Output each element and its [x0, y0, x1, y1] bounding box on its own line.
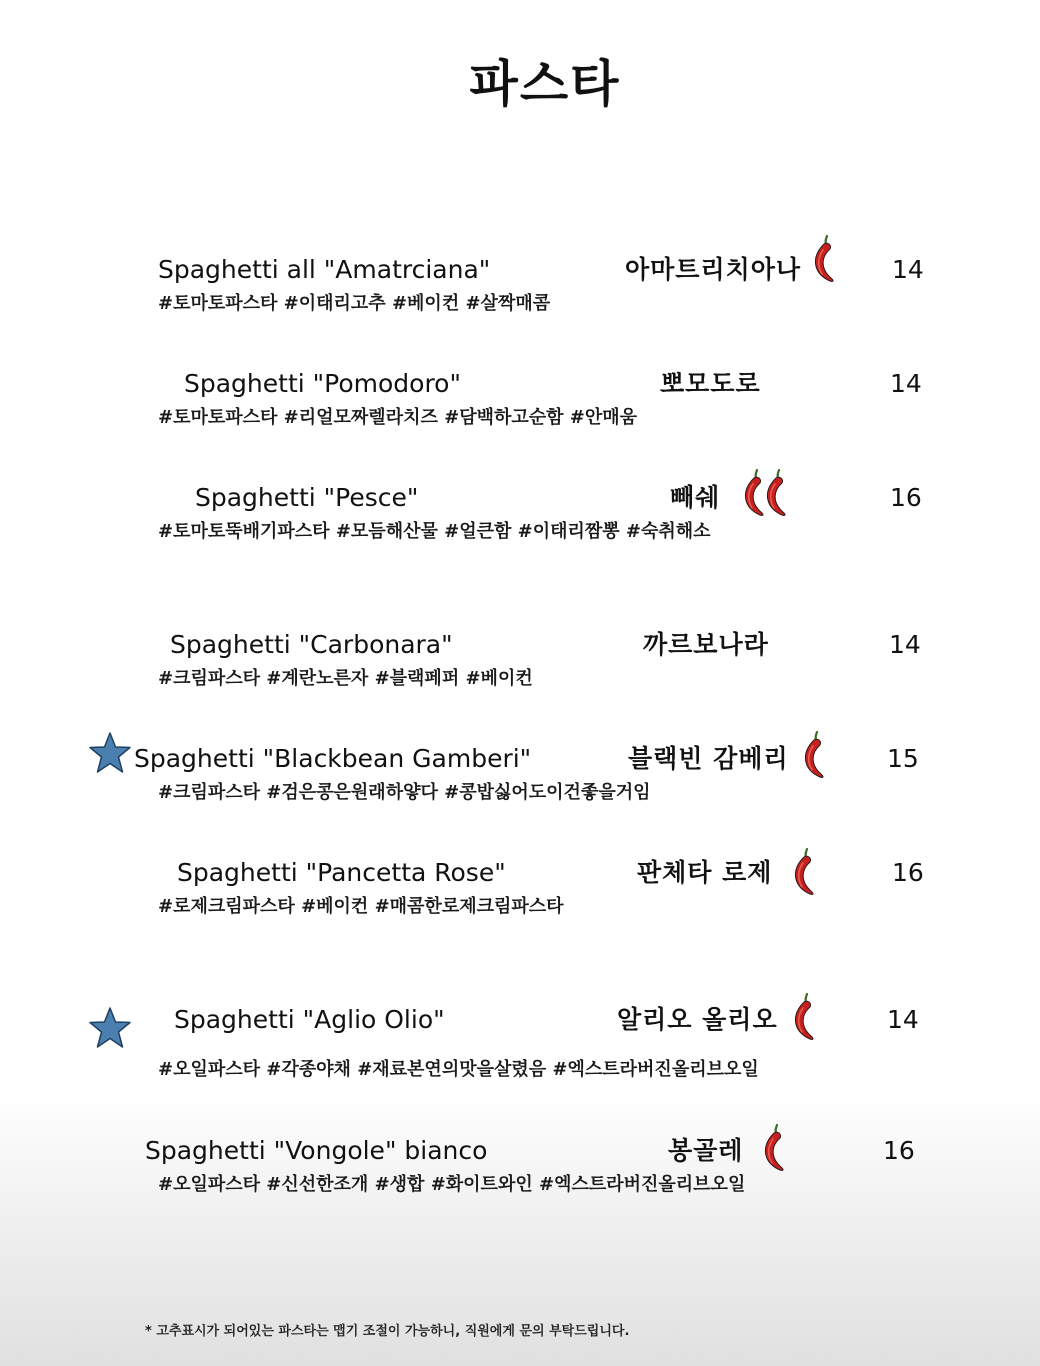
menu-item-vongole-bianco [0, 1135, 1040, 1235]
item-tags: #크림파스타 #계란노른자 #블랙페퍼 #베이컨 [158, 668, 533, 689]
item-tags: #토마토파스타 #이태리고추 #베이컨 #살짝매콤 [158, 293, 551, 314]
item-price: 15 [887, 744, 919, 773]
item-tags: #크림파스타 #검은콩은원래하얗다 #콩밥싫어도이건좋을거임 [158, 782, 651, 803]
item-korean-name: 블랙빈 감베리 [628, 744, 789, 773]
item-tags: #토마토뚝배기파스타 #모듬해산물 #얼큰함 #이태리짬뽕 #숙취해소 [158, 521, 711, 542]
menu-item-pomodoro [0, 368, 1040, 468]
menu-item-pesce [0, 482, 1040, 582]
item-price: 16 [883, 1136, 915, 1165]
item-korean-name: 알리오 올리오 [617, 1005, 778, 1034]
menu-item-carbonara [0, 629, 1040, 729]
item-tags: #로제크림파스타 #베이컨 #매콤한로제크림파스타 [158, 896, 564, 917]
chili-pepper-icon [758, 1123, 788, 1171]
chili-pepper-icon [798, 730, 828, 778]
item-name: Spaghetti "Blackbean Gamberi" [134, 744, 532, 773]
star-icon [88, 731, 132, 775]
item-price: 16 [890, 483, 922, 512]
item-price: 14 [892, 255, 924, 284]
item-korean-name: 까르보나라 [643, 630, 769, 659]
item-korean-name: 판체타 로제 [637, 858, 773, 887]
chili-pepper-icon [760, 468, 790, 516]
item-price: 14 [887, 1005, 919, 1034]
item-korean-name: 빼쉐 [670, 483, 721, 512]
item-name: Spaghetti all "Amatrciana" [158, 255, 491, 284]
item-name: Spaghetti "Aglio Olio" [174, 1005, 445, 1034]
chili-pepper-icon [808, 234, 838, 282]
item-name: Spaghetti "Pancetta Rose" [177, 858, 506, 887]
menu-item-blackbean-gamberi [0, 743, 1040, 843]
chili-pepper-icon [788, 992, 818, 1040]
item-tags: #오일파스타 #신선한조개 #생합 #화이트와인 #엑스트라버진올리브오일 [158, 1174, 746, 1195]
menu-item-aglio-olio [0, 1004, 1040, 1104]
item-tags: #오일파스타 #각종야채 #재료본연의맛을살렸음 #엑스트라버진올리브오일 [158, 1059, 759, 1080]
item-name: Spaghetti "Carbonara" [170, 630, 453, 659]
footnote: * 고추표시가 되어있는 파스타는 맵기 조절이 가능하니, 직원에게 문의 부탁드립니다. [145, 1324, 630, 1339]
item-korean-name: 아마트리치아나 [625, 255, 802, 284]
item-price: 16 [892, 858, 924, 887]
item-price: 14 [890, 369, 922, 398]
item-korean-name: 뽀모도로 [660, 369, 761, 398]
item-name: Spaghetti "Pesce" [195, 483, 419, 512]
item-name: Spaghetti "Pomodoro" [184, 369, 461, 398]
page-title: 파스타 [469, 55, 621, 113]
star-icon [88, 1006, 132, 1050]
menu-item-pancetta-rose [0, 857, 1040, 957]
menu-item-amatriciana [0, 254, 1040, 354]
item-korean-name: 봉골레 [668, 1136, 744, 1165]
item-price: 14 [889, 630, 921, 659]
chili-pepper-icon [788, 847, 818, 895]
item-tags: #토마토파스타 #리얼모짜렐라치즈 #담백하고순함 #안매움 [158, 407, 638, 428]
item-name: Spaghetti "Vongole" bianco [145, 1136, 488, 1165]
